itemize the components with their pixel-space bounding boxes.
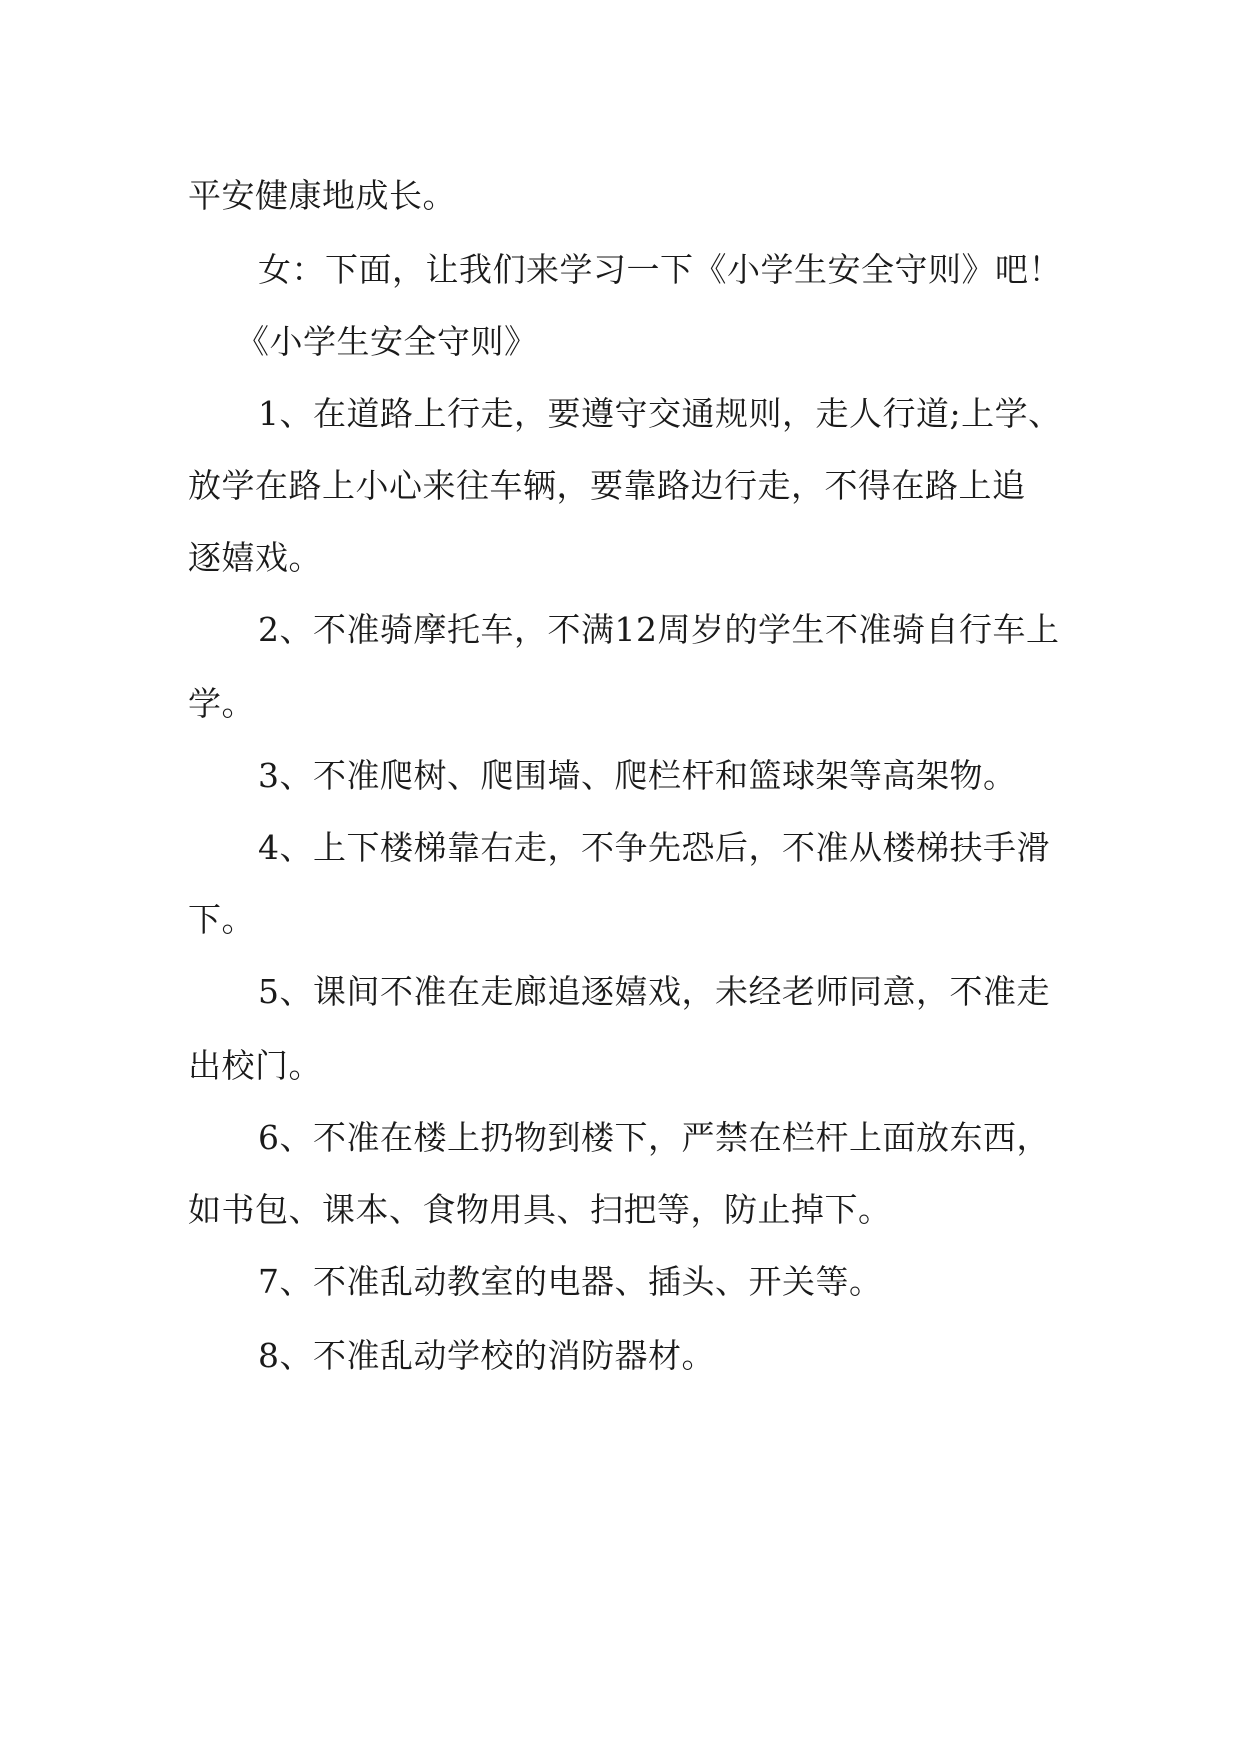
rule-1-line: 逐嬉戏。 [188, 538, 322, 577]
rule-7-line: 7、不准乱动教室的电器、插头、开关等。 [258, 1262, 883, 1301]
rules-title: 《小学生安全守则》 [236, 322, 538, 361]
rule-3-line: 3、不准爬树、爬围墙、爬栏杆和篮球架等高架物。 [258, 756, 1017, 795]
rule-6-line: 如书包、课本、食物用具、扫把等，防止掉下。 [188, 1190, 892, 1229]
rule-1-line: 1、在道路上行走，要遵守交通规则，走人行道;上学、 [258, 394, 1062, 433]
rule-8-line: 8、不准乱动学校的消防器材。 [258, 1336, 715, 1375]
rule-4-line: 下。 [188, 900, 255, 939]
paragraph-line: 女：下面，让我们来学习一下《小学生安全守则》吧！ [258, 250, 1062, 289]
rule-5-line: 出校门。 [188, 1046, 322, 1085]
rule-2-line: 2、不准骑摩托车，不满12周岁的学生不准骑自行车上 [258, 610, 1060, 649]
rule-6-line: 6、不准在楼上扔物到楼下，严禁在栏杆上面放东西， [258, 1118, 1050, 1157]
rule-2-line: 学。 [188, 684, 255, 723]
rule-5-line: 5、课间不准在走廊追逐嬉戏，未经老师同意，不准走 [258, 972, 1050, 1011]
paragraph-line: 平安健康地成长。 [188, 176, 456, 215]
rule-1-line: 放学在路上小心来往车辆，要靠路边行走，不得在路上追 [188, 466, 1026, 505]
rule-4-line: 4、上下楼梯靠右走，不争先恐后，不准从楼梯扶手滑 [258, 828, 1050, 867]
